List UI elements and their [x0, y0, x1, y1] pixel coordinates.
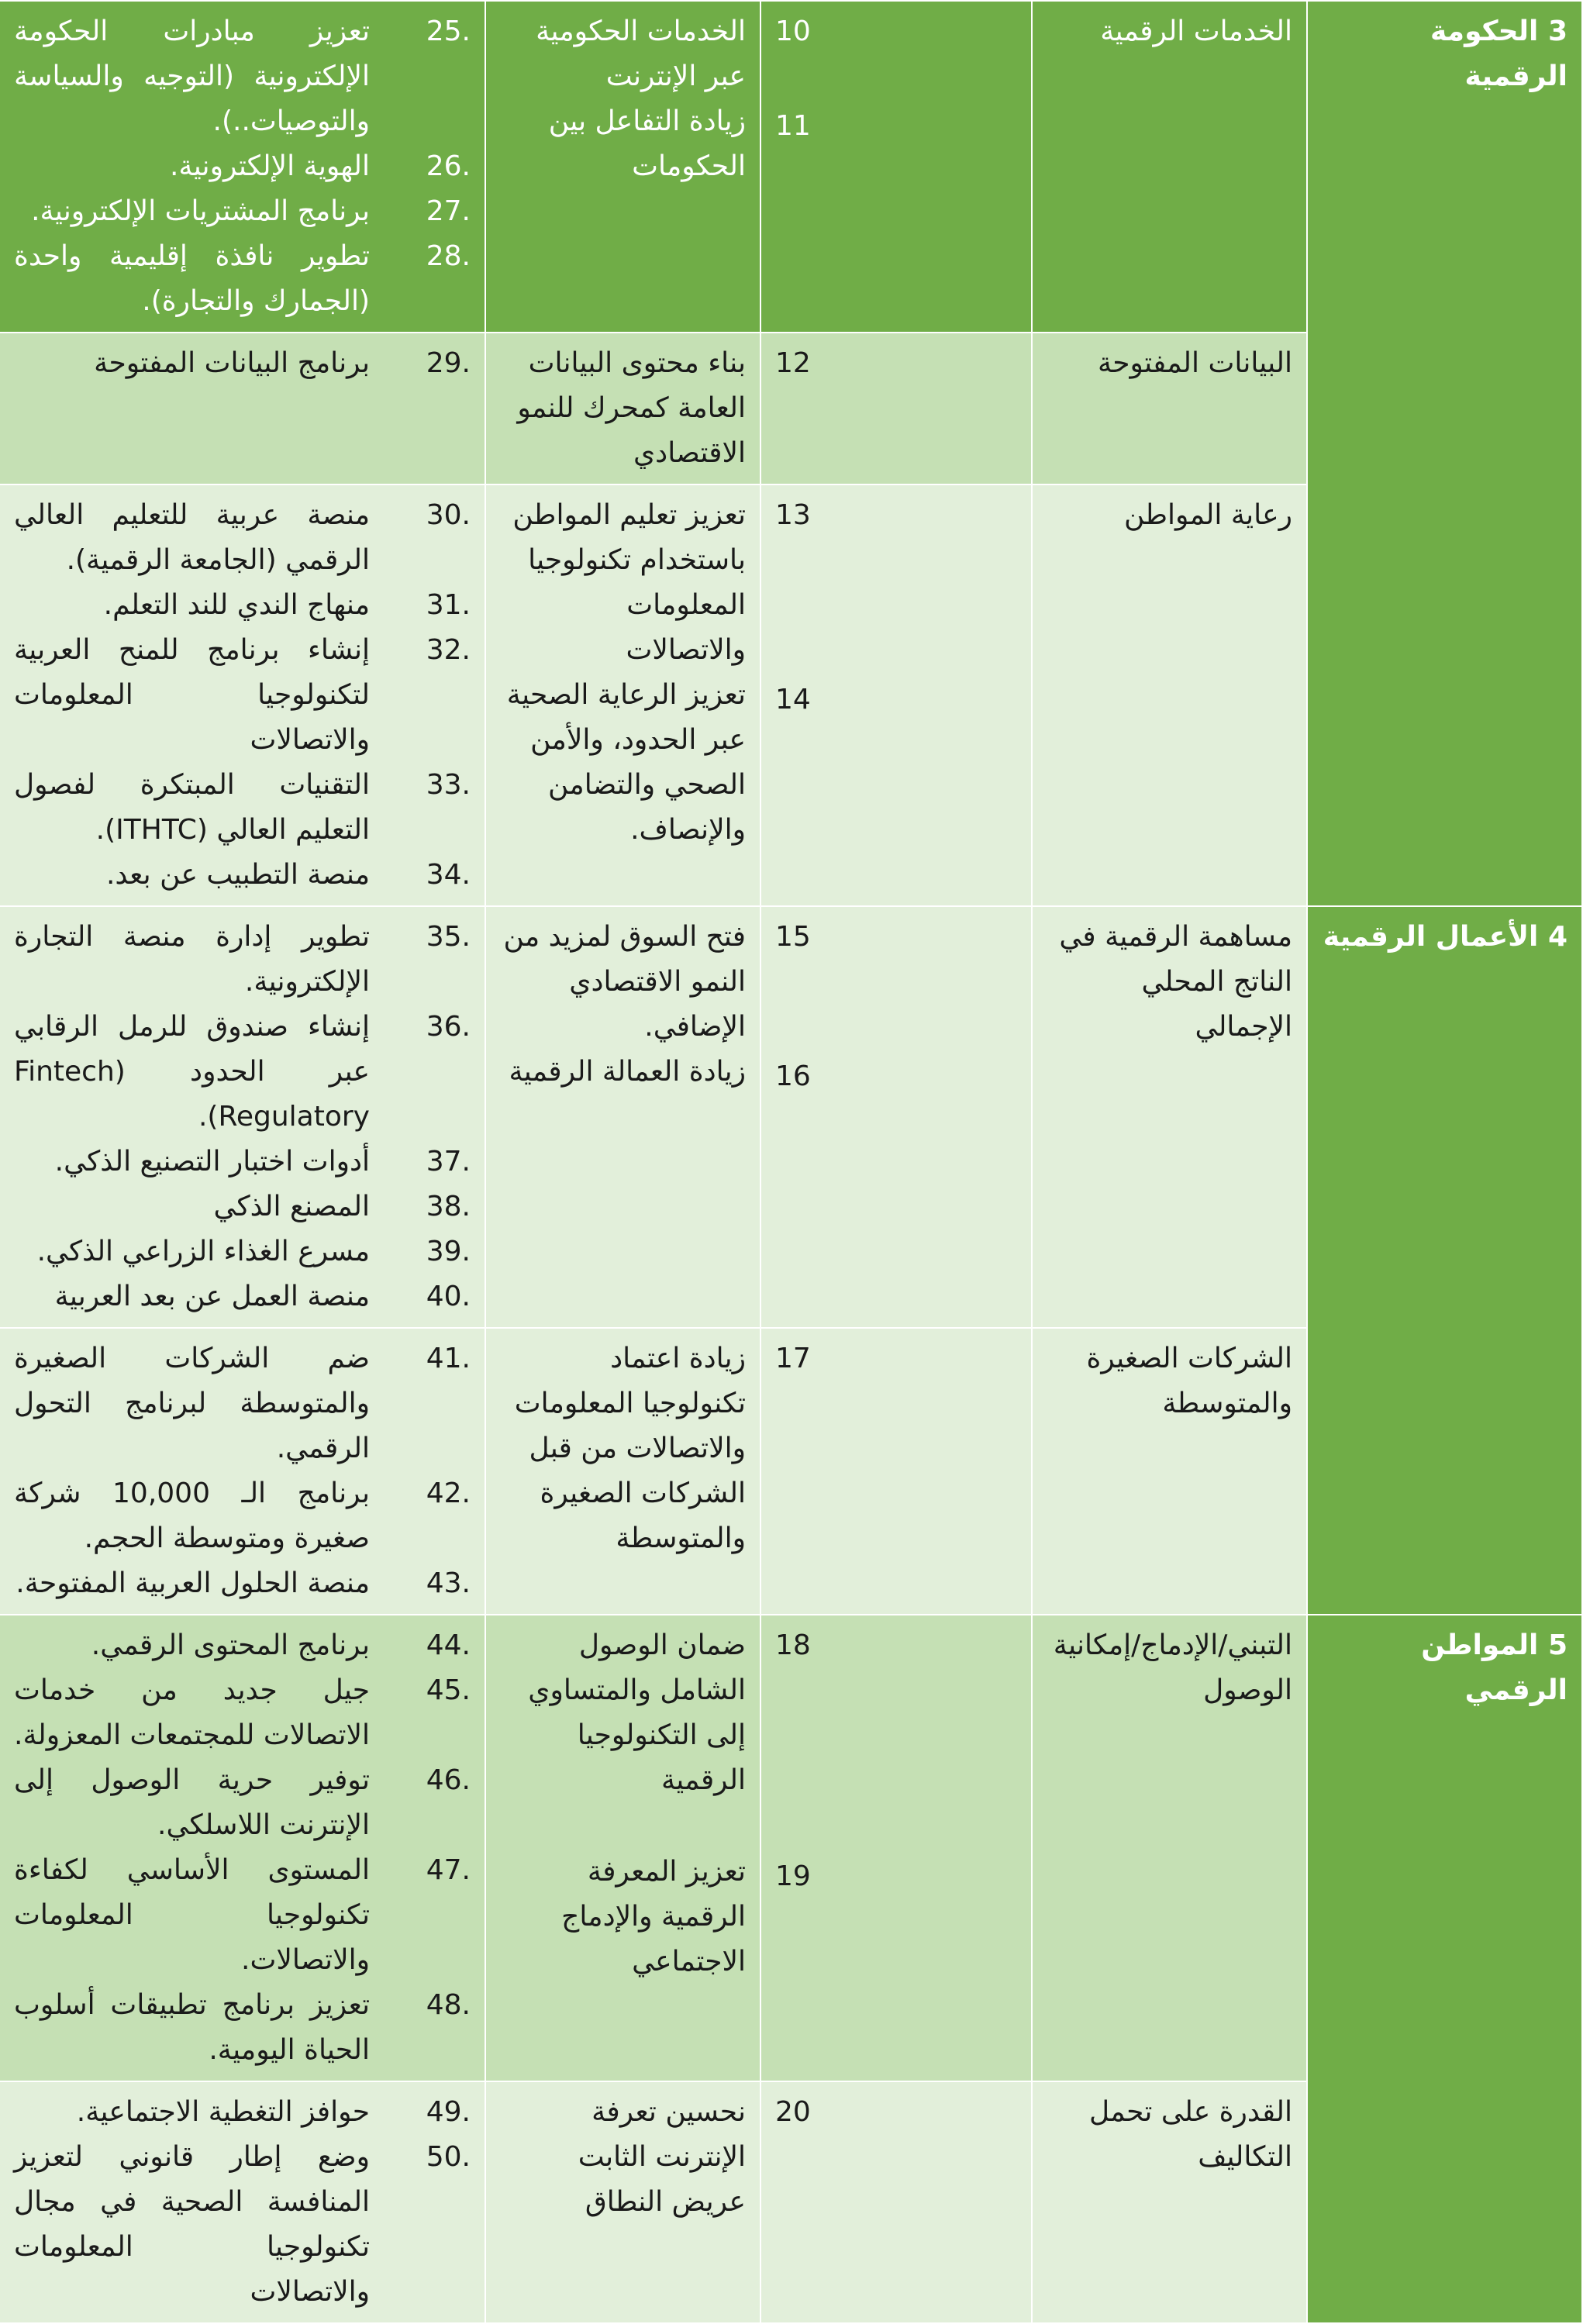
goal-text: الخدمات الحكومية عبر الإنترنت — [536, 16, 746, 92]
initiative-number: 28. — [426, 240, 471, 272]
initiative-number: 42. — [426, 1477, 471, 1509]
goal-text: زيادة التفاعل بين الحكومات — [548, 105, 746, 182]
goal-number: 19 — [775, 1860, 811, 1892]
initiative-item — [14, 1336, 471, 1471]
initiative-text: حوافز التغطية الاجتماعية. — [76, 2096, 370, 2128]
goal-text: نحسين تعرفة الإنترنت الثابت عريض النطاق — [578, 2096, 746, 2218]
initiative-item — [14, 1758, 471, 1848]
initiatives-list — [14, 9, 471, 324]
initiative-text: مسرع الغذاء الزراعي الذكي. — [36, 1236, 370, 1267]
initiative-number: 37. — [426, 1146, 471, 1178]
initiative-item — [14, 1184, 471, 1229]
initiative-text: توفير حرية الوصول إلى الإنترنت اللاسلكي. — [14, 1764, 370, 1841]
initiative-text: منصة التطبيب عن بعد. — [105, 859, 370, 891]
initiative-item — [14, 1274, 471, 1319]
goal-text: تعزيز تعليم المواطن باستخدام تكنولوجيا المعلومات والاتصالات — [512, 499, 746, 666]
goal-number: 20 — [775, 2096, 811, 2128]
initiatives-list — [14, 341, 471, 386]
initiative-item — [14, 341, 471, 386]
initiatives-cell — [0, 1615, 485, 2081]
initiative-number: 39. — [426, 1236, 471, 1267]
initiative-item — [14, 9, 471, 144]
goal-number: 16 — [775, 1060, 811, 1092]
number-cell — [760, 484, 1032, 906]
initiative-number: 44. — [426, 1629, 471, 1661]
goal-number: 12 — [775, 347, 811, 379]
pillar-label: 5 المواطن الرقمي — [1421, 1629, 1567, 1706]
initiative-item — [14, 763, 471, 853]
initiative-item — [14, 144, 471, 189]
goal-cell — [485, 1328, 760, 1615]
objective-label: القدرة على تحمل التكاليف — [1089, 2096, 1292, 2173]
goal-text: بناء محتوى البيانات العامة كمحرك للنمو الاقتصادي — [517, 347, 746, 469]
objective-cell — [1032, 1, 1307, 333]
initiative-item — [14, 2090, 471, 2135]
objective-cell — [1032, 1615, 1307, 2081]
objective-label: التبني/الإدماج/إمكانية الوصول — [1053, 1629, 1292, 1706]
initiative-text: منصة الحلول العربية المفتوحة. — [16, 1567, 370, 1599]
initiative-item — [14, 2135, 471, 2315]
number-cell — [760, 2081, 1032, 2323]
initiative-text: منصة العمل عن بعد العربية — [54, 1281, 370, 1312]
goal-cell — [485, 484, 760, 906]
initiative-item — [14, 1005, 471, 1140]
initiative-text: تطوير إدارة منصة التجارة الإلكترونية. — [14, 921, 370, 998]
initiative-text: برنامج المشتريات الإلكترونية. — [31, 195, 370, 227]
initiative-number: 26. — [426, 150, 471, 182]
initiative-text: برنامج البيانات المفتوحة — [94, 347, 370, 379]
initiative-text: برنامج الـ 10,000 شركة صغيرة ومتوسطة الحجم. — [14, 1477, 370, 1554]
initiative-text: إنشاء برنامج للمنح العربية لتكنولوجيا المعلومات والاتصالات — [14, 634, 370, 756]
initiative-item — [14, 1229, 471, 1274]
initiative-number: 46. — [426, 1764, 471, 1796]
initiative-number: 25. — [426, 16, 471, 47]
table-row — [0, 1615, 1582, 2081]
table-row — [0, 906, 1582, 1328]
table-row — [0, 1, 1582, 333]
initiative-text: منصة عربية للتعليم العالي الرقمي (الجامعة الرقمية). — [14, 499, 370, 576]
initiative-item — [14, 1471, 471, 1561]
goal-cell — [485, 333, 760, 484]
initiatives-list — [14, 1336, 471, 1606]
initiatives-list — [14, 2090, 471, 2315]
initiatives-list — [14, 1623, 471, 2073]
initiative-text: وضع إطار قانوني لتعزيز المنافسة الصحية في مجال تكنولوجيا المعلومات والاتصالات — [14, 2141, 370, 2308]
goal-number: 11 — [775, 110, 811, 142]
initiatives-cell — [0, 2081, 485, 2323]
initiative-number: 48. — [426, 1989, 471, 2021]
initiative-item — [14, 1140, 471, 1184]
initiative-number: 38. — [426, 1191, 471, 1222]
initiative-item — [14, 583, 471, 628]
goal-text: ضمان الوصول الشامل والمتساوي إلى التكنولوجيا الرقمية — [528, 1629, 746, 1796]
objective-cell — [1032, 484, 1307, 906]
initiative-number: 40. — [426, 1281, 471, 1312]
objective-label: رعاية المواطن — [1123, 499, 1292, 531]
objective-label: الشركات الصغيرة والمتوسطة — [1086, 1343, 1292, 1419]
initiative-item — [14, 1668, 471, 1758]
goal-number: 18 — [775, 1629, 811, 1661]
initiative-item — [14, 1983, 471, 2073]
initiative-number: 41. — [426, 1343, 471, 1374]
initiative-text: التقنيات المبتكرة لفصول التعليم العالي (ITHTC). — [14, 769, 370, 846]
goal-text: زيادة اعتماد تكنولوجيا المعلومات والاتصالات من قبل الشركات الصغيرة والمتوسطة — [514, 1343, 746, 1554]
goal-cell — [485, 906, 760, 1328]
goal-text: فتح السوق لمزيد من النمو الاقتصادي الإضافي. — [503, 921, 746, 1043]
objective-label: مساهمة الرقمية في الناتج المحلي الإجمالي — [1059, 921, 1292, 1043]
pillar-label: 4 الأعمال الرقمية — [1323, 921, 1567, 953]
initiative-number: 30. — [426, 499, 471, 531]
initiative-number: 34. — [426, 859, 471, 891]
initiative-number: 29. — [426, 347, 471, 379]
initiative-number: 45. — [426, 1674, 471, 1706]
objective-cell — [1032, 2081, 1307, 2323]
goal-number: 13 — [775, 499, 811, 531]
initiative-item — [14, 1561, 471, 1606]
number-cell — [760, 333, 1032, 484]
initiative-text: تعزيز برنامج تطبيقات أسلوب الحياة اليومية. — [14, 1989, 370, 2066]
goal-cell — [485, 1, 760, 333]
goal-number: 15 — [775, 921, 811, 953]
pillar-label: 3 الحكومة الرقمية — [1430, 16, 1567, 92]
initiative-text: الهوية الإلكترونية. — [169, 150, 370, 182]
initiative-number: 31. — [426, 589, 471, 621]
initiative-text: إنشاء صندوق للرمل الرقابي عبر الحدود (Fintech Regulatory). — [14, 1011, 370, 1133]
initiatives-cell — [0, 333, 485, 484]
goal-text: تعزيز المعرفة الرقمية والإدماج الاجتماعي — [561, 1856, 746, 1977]
initiative-number: 33. — [426, 769, 471, 801]
initiative-item — [14, 493, 471, 583]
objective-cell — [1032, 333, 1307, 484]
initiative-item — [14, 234, 471, 324]
initiative-text: ضم الشركات الصغيرة والمتوسطة لبرنامج التحول الرقمي. — [14, 1343, 370, 1464]
initiative-text: أدوات اختبار التصنيع الذكي. — [54, 1146, 370, 1178]
initiative-number: 49. — [426, 2096, 471, 2128]
objective-label: البيانات المفتوحة — [1098, 347, 1292, 379]
objective-cell — [1032, 906, 1307, 1328]
initiative-text: جيل جديد من خدمات الاتصالات للمجتمعات المعزولة. — [14, 1674, 370, 1751]
initiative-text: منهاج الندي للند التعلم. — [103, 589, 370, 621]
pillar-cell — [1307, 1615, 1582, 2323]
number-cell — [760, 1, 1032, 333]
goal-number: 10 — [775, 16, 811, 47]
initiative-number: 50. — [426, 2141, 471, 2173]
pillar-cell — [1307, 1, 1582, 906]
initiative-item — [14, 628, 471, 763]
goal-text: تعزيز الرعاية الصحية عبر الحدود، والأمن الصحي والتضامن والإنصاف. — [506, 679, 746, 846]
initiatives-cell — [0, 1328, 485, 1615]
goal-text: زيادة العمالة الرقمية — [509, 1056, 746, 1088]
initiatives-cell — [0, 1, 485, 333]
number-cell — [760, 1615, 1032, 2081]
initiative-number: 27. — [426, 195, 471, 227]
initiative-text: برنامج المحتوى الرقمي. — [91, 1629, 370, 1661]
initiatives-cell — [0, 906, 485, 1328]
objective-cell — [1032, 1328, 1307, 1615]
initiative-item — [14, 189, 471, 234]
pillar-cell — [1307, 906, 1582, 1615]
initiative-item — [14, 915, 471, 1005]
goal-number: 17 — [775, 1343, 811, 1374]
initiative-number: 47. — [426, 1854, 471, 1886]
initiative-number: 36. — [426, 1011, 471, 1043]
initiative-text: تعزيز مبادرات الحكومة الإلكترونية (التوجيه والسياسة والتوصيات..). — [14, 16, 370, 137]
initiative-number: 43. — [426, 1567, 471, 1599]
objective-label: الخدمات الرقمية — [1100, 16, 1292, 47]
initiatives-list — [14, 493, 471, 898]
goal-cell — [485, 2081, 760, 2323]
initiative-text: المصنع الذكي — [213, 1191, 370, 1222]
initiative-number: 35. — [426, 921, 471, 953]
goal-number: 14 — [775, 684, 811, 715]
number-cell — [760, 1328, 1032, 1615]
initiative-text: المستوى الأساسي لكفاءة تكنولوجيا المعلومات والاتصالات. — [14, 1854, 370, 1976]
goal-cell — [485, 1615, 760, 2081]
initiative-item — [14, 853, 471, 898]
initiatives-list — [14, 915, 471, 1319]
initiatives-cell — [0, 484, 485, 906]
initiative-text: تطوير نافذة إقليمية واحدة (الجمارك والتجارة). — [14, 240, 370, 317]
initiative-item — [14, 1848, 471, 1983]
initiative-item — [14, 1623, 471, 1668]
initiative-number: 32. — [426, 634, 471, 666]
number-cell — [760, 906, 1032, 1328]
